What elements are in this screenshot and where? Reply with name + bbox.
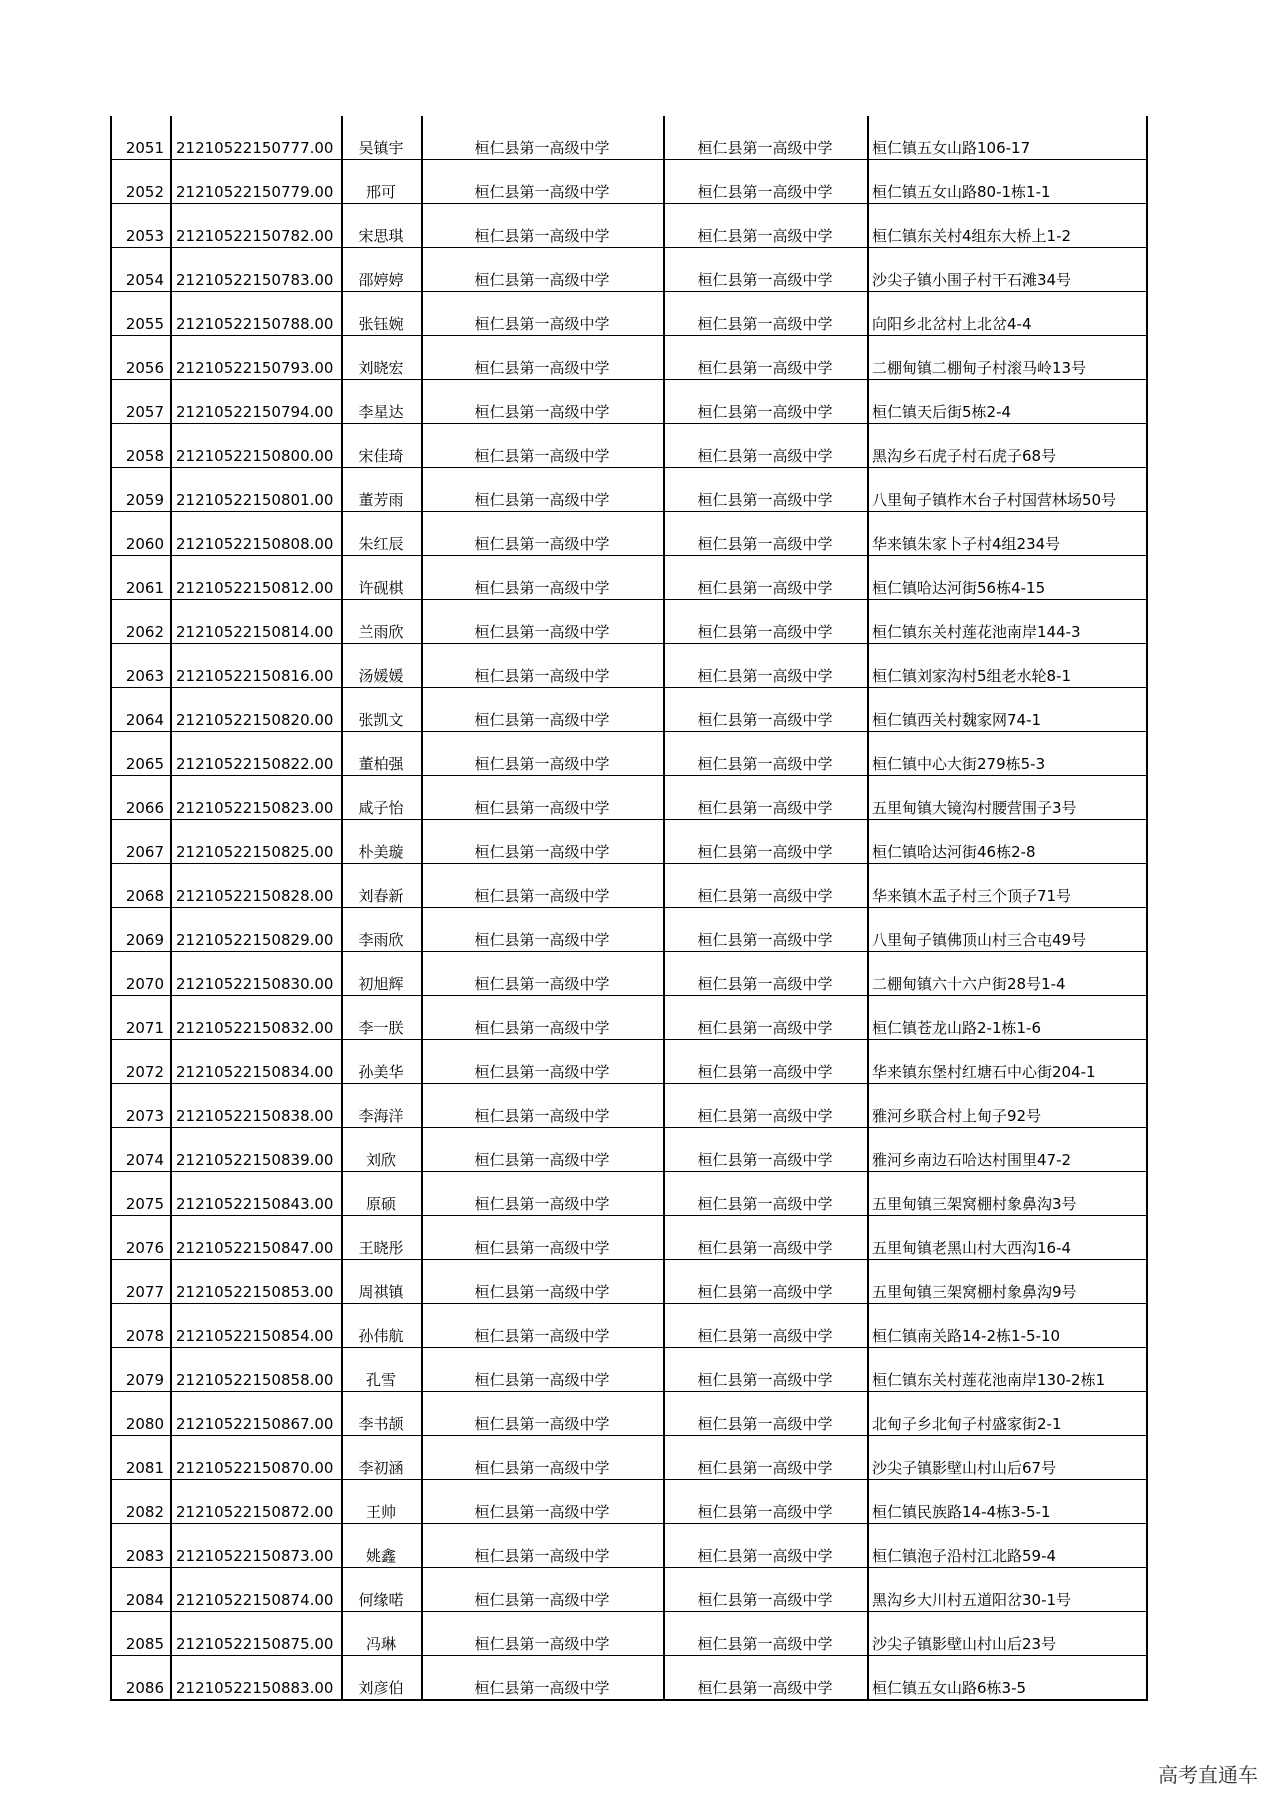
admit-school-cell: 桓仁县第一高级中学 bbox=[664, 556, 868, 600]
name-cell: 王帅 bbox=[342, 1480, 422, 1524]
admit-school-cell: 桓仁县第一高级中学 bbox=[664, 732, 868, 776]
seq-cell: 2074 bbox=[111, 1128, 171, 1172]
exam-id-cell: 21210522150828.00 bbox=[171, 864, 342, 908]
exam-id-cell: 21210522150870.00 bbox=[171, 1436, 342, 1480]
table-row bbox=[111, 908, 1147, 952]
student-table-body bbox=[111, 116, 1147, 1700]
seq-cell: 2063 bbox=[111, 644, 171, 688]
exam-id-cell: 21210522150875.00 bbox=[171, 1612, 342, 1656]
address-cell: 二棚甸镇二棚甸子村滚马岭13号 bbox=[868, 336, 1147, 380]
table-row bbox=[111, 732, 1147, 776]
seq-cell: 2062 bbox=[111, 600, 171, 644]
name-cell: 宋佳琦 bbox=[342, 424, 422, 468]
exam-id-cell: 21210522150858.00 bbox=[171, 1348, 342, 1392]
table-row bbox=[111, 512, 1147, 556]
name-cell: 周祺镇 bbox=[342, 1260, 422, 1304]
table-row bbox=[111, 1568, 1147, 1612]
name-cell: 咸子怡 bbox=[342, 776, 422, 820]
table-row bbox=[111, 644, 1147, 688]
school-cell: 桓仁县第一高级中学 bbox=[422, 1612, 664, 1656]
name-cell: 汤媛媛 bbox=[342, 644, 422, 688]
exam-id-cell: 21210522150820.00 bbox=[171, 688, 342, 732]
admit-school-cell: 桓仁县第一高级中学 bbox=[664, 1172, 868, 1216]
watermark: 高考直通车 bbox=[1158, 1763, 1258, 1787]
address-cell: 桓仁镇东关村4组东大桥上1-2 bbox=[868, 204, 1147, 248]
admit-school-cell: 桓仁县第一高级中学 bbox=[664, 1304, 868, 1348]
seq-cell: 2072 bbox=[111, 1040, 171, 1084]
table-row bbox=[111, 1480, 1147, 1524]
table-row bbox=[111, 336, 1147, 380]
school-cell: 桓仁县第一高级中学 bbox=[422, 292, 664, 336]
seq-cell: 2066 bbox=[111, 776, 171, 820]
admit-school-cell: 桓仁县第一高级中学 bbox=[664, 292, 868, 336]
table-row bbox=[111, 1348, 1147, 1392]
school-cell: 桓仁县第一高级中学 bbox=[422, 468, 664, 512]
seq-cell: 2069 bbox=[111, 908, 171, 952]
admit-school-cell: 桓仁县第一高级中学 bbox=[664, 908, 868, 952]
address-cell: 雅河乡南边石哈达村围里47-2 bbox=[868, 1128, 1147, 1172]
admit-school-cell: 桓仁县第一高级中学 bbox=[664, 1436, 868, 1480]
exam-id-cell: 21210522150834.00 bbox=[171, 1040, 342, 1084]
address-cell: 华来镇木盂子村三个顶子71号 bbox=[868, 864, 1147, 908]
name-cell: 吴镇宇 bbox=[342, 116, 422, 160]
table-row bbox=[111, 248, 1147, 292]
school-cell: 桓仁县第一高级中学 bbox=[422, 820, 664, 864]
exam-id-cell: 21210522150812.00 bbox=[171, 556, 342, 600]
student-table bbox=[110, 116, 1148, 1701]
exam-id-cell: 21210522150853.00 bbox=[171, 1260, 342, 1304]
table-row bbox=[111, 1392, 1147, 1436]
address-cell: 桓仁镇南关路14-2栋1-5-10 bbox=[868, 1304, 1147, 1348]
exam-id-cell: 21210522150800.00 bbox=[171, 424, 342, 468]
school-cell: 桓仁县第一高级中学 bbox=[422, 424, 664, 468]
table-row bbox=[111, 1612, 1147, 1656]
seq-cell: 2068 bbox=[111, 864, 171, 908]
name-cell: 李书颉 bbox=[342, 1392, 422, 1436]
table-row bbox=[111, 160, 1147, 204]
admit-school-cell: 桓仁县第一高级中学 bbox=[664, 1260, 868, 1304]
name-cell: 董柏强 bbox=[342, 732, 422, 776]
seq-cell: 2065 bbox=[111, 732, 171, 776]
address-cell: 桓仁镇哈达河街56栋4-15 bbox=[868, 556, 1147, 600]
exam-id-cell: 21210522150843.00 bbox=[171, 1172, 342, 1216]
admit-school-cell: 桓仁县第一高级中学 bbox=[664, 1040, 868, 1084]
table-row bbox=[111, 424, 1147, 468]
seq-cell: 2077 bbox=[111, 1260, 171, 1304]
exam-id-cell: 21210522150873.00 bbox=[171, 1524, 342, 1568]
admit-school-cell: 桓仁县第一高级中学 bbox=[664, 1392, 868, 1436]
seq-cell: 2075 bbox=[111, 1172, 171, 1216]
table-row bbox=[111, 820, 1147, 864]
name-cell: 张钰婉 bbox=[342, 292, 422, 336]
school-cell: 桓仁县第一高级中学 bbox=[422, 248, 664, 292]
exam-id-cell: 21210522150872.00 bbox=[171, 1480, 342, 1524]
seq-cell: 2080 bbox=[111, 1392, 171, 1436]
seq-cell: 2078 bbox=[111, 1304, 171, 1348]
school-cell: 桓仁县第一高级中学 bbox=[422, 1040, 664, 1084]
name-cell: 刘春新 bbox=[342, 864, 422, 908]
seq-cell: 2056 bbox=[111, 336, 171, 380]
table-row bbox=[111, 688, 1147, 732]
admit-school-cell: 桓仁县第一高级中学 bbox=[664, 1568, 868, 1612]
seq-cell: 2083 bbox=[111, 1524, 171, 1568]
admit-school-cell: 桓仁县第一高级中学 bbox=[664, 952, 868, 996]
admit-school-cell: 桓仁县第一高级中学 bbox=[664, 820, 868, 864]
table-row bbox=[111, 1656, 1147, 1701]
table-row bbox=[111, 864, 1147, 908]
seq-cell: 2054 bbox=[111, 248, 171, 292]
table-row bbox=[111, 1260, 1147, 1304]
exam-id-cell: 21210522150854.00 bbox=[171, 1304, 342, 1348]
address-cell: 桓仁镇东关村莲花池南岸130-2栋1 bbox=[868, 1348, 1147, 1392]
address-cell: 五里甸镇老黑山村大西沟16-4 bbox=[868, 1216, 1147, 1260]
admit-school-cell: 桓仁县第一高级中学 bbox=[664, 1480, 868, 1524]
address-cell: 黑沟乡大川村五道阳岔30-1号 bbox=[868, 1568, 1147, 1612]
admit-school-cell: 桓仁县第一高级中学 bbox=[664, 1084, 868, 1128]
name-cell: 原硕 bbox=[342, 1172, 422, 1216]
table-row bbox=[111, 1040, 1147, 1084]
address-cell: 五里甸镇大镜沟村腰营围子3号 bbox=[868, 776, 1147, 820]
exam-id-cell: 21210522150883.00 bbox=[171, 1656, 342, 1701]
seq-cell: 2052 bbox=[111, 160, 171, 204]
exam-id-cell: 21210522150830.00 bbox=[171, 952, 342, 996]
admit-school-cell: 桓仁县第一高级中学 bbox=[664, 1128, 868, 1172]
address-cell: 北甸子乡北甸子村盛家街2-1 bbox=[868, 1392, 1147, 1436]
seq-cell: 2053 bbox=[111, 204, 171, 248]
table-row bbox=[111, 204, 1147, 248]
name-cell: 朱红辰 bbox=[342, 512, 422, 556]
name-cell: 孙伟航 bbox=[342, 1304, 422, 1348]
name-cell: 李海洋 bbox=[342, 1084, 422, 1128]
school-cell: 桓仁县第一高级中学 bbox=[422, 336, 664, 380]
address-cell: 桓仁镇西关村魏家网74-1 bbox=[868, 688, 1147, 732]
address-cell: 桓仁镇哈达河街46栋2-8 bbox=[868, 820, 1147, 864]
school-cell: 桓仁县第一高级中学 bbox=[422, 1348, 664, 1392]
school-cell: 桓仁县第一高级中学 bbox=[422, 1260, 664, 1304]
seq-cell: 2055 bbox=[111, 292, 171, 336]
school-cell: 桓仁县第一高级中学 bbox=[422, 1436, 664, 1480]
table-row bbox=[111, 1436, 1147, 1480]
seq-cell: 2082 bbox=[111, 1480, 171, 1524]
seq-cell: 2061 bbox=[111, 556, 171, 600]
table-row bbox=[111, 556, 1147, 600]
address-cell: 向阳乡北岔村上北岔4-4 bbox=[868, 292, 1147, 336]
exam-id-cell: 21210522150823.00 bbox=[171, 776, 342, 820]
admit-school-cell: 桓仁县第一高级中学 bbox=[664, 512, 868, 556]
exam-id-cell: 21210522150829.00 bbox=[171, 908, 342, 952]
name-cell: 王晓彤 bbox=[342, 1216, 422, 1260]
admit-school-cell: 桓仁县第一高级中学 bbox=[664, 1216, 868, 1260]
school-cell: 桓仁县第一高级中学 bbox=[422, 204, 664, 248]
admit-school-cell: 桓仁县第一高级中学 bbox=[664, 688, 868, 732]
address-cell: 桓仁镇天后街5栋2-4 bbox=[868, 380, 1147, 424]
seq-cell: 2073 bbox=[111, 1084, 171, 1128]
school-cell: 桓仁县第一高级中学 bbox=[422, 1480, 664, 1524]
exam-id-cell: 21210522150825.00 bbox=[171, 820, 342, 864]
school-cell: 桓仁县第一高级中学 bbox=[422, 1392, 664, 1436]
address-cell: 五里甸镇三架窝棚村象鼻沟9号 bbox=[868, 1260, 1147, 1304]
school-cell: 桓仁县第一高级中学 bbox=[422, 1216, 664, 1260]
name-cell: 何缘喏 bbox=[342, 1568, 422, 1612]
school-cell: 桓仁县第一高级中学 bbox=[422, 688, 664, 732]
address-cell: 桓仁镇五女山路106-17 bbox=[868, 116, 1147, 160]
table-row bbox=[111, 292, 1147, 336]
seq-cell: 2064 bbox=[111, 688, 171, 732]
school-cell: 桓仁县第一高级中学 bbox=[422, 952, 664, 996]
admit-school-cell: 桓仁县第一高级中学 bbox=[664, 996, 868, 1040]
exam-id-cell: 21210522150847.00 bbox=[171, 1216, 342, 1260]
name-cell: 邵婷婷 bbox=[342, 248, 422, 292]
exam-id-cell: 21210522150779.00 bbox=[171, 160, 342, 204]
address-cell: 八里甸子镇佛顶山村三合屯49号 bbox=[868, 908, 1147, 952]
exam-id-cell: 21210522150788.00 bbox=[171, 292, 342, 336]
admit-school-cell: 桓仁县第一高级中学 bbox=[664, 204, 868, 248]
name-cell: 刘彦伯 bbox=[342, 1656, 422, 1701]
address-cell: 黑沟乡石虎子村石虎子68号 bbox=[868, 424, 1147, 468]
school-cell: 桓仁县第一高级中学 bbox=[422, 512, 664, 556]
address-cell: 桓仁镇泡子沿村江北路59-4 bbox=[868, 1524, 1147, 1568]
exam-id-cell: 21210522150822.00 bbox=[171, 732, 342, 776]
school-cell: 桓仁县第一高级中学 bbox=[422, 864, 664, 908]
exam-id-cell: 21210522150782.00 bbox=[171, 204, 342, 248]
admit-school-cell: 桓仁县第一高级中学 bbox=[664, 116, 868, 160]
table-row bbox=[111, 468, 1147, 512]
exam-id-cell: 21210522150874.00 bbox=[171, 1568, 342, 1612]
name-cell: 刘欣 bbox=[342, 1128, 422, 1172]
school-cell: 桓仁县第一高级中学 bbox=[422, 908, 664, 952]
school-cell: 桓仁县第一高级中学 bbox=[422, 600, 664, 644]
address-cell: 桓仁镇民族路14-4栋3-5-1 bbox=[868, 1480, 1147, 1524]
address-cell: 沙尖子镇影壁山村山后67号 bbox=[868, 1436, 1147, 1480]
address-cell: 桓仁镇五女山路6栋3-5 bbox=[868, 1656, 1147, 1701]
admit-school-cell: 桓仁县第一高级中学 bbox=[664, 248, 868, 292]
admit-school-cell: 桓仁县第一高级中学 bbox=[664, 1612, 868, 1656]
seq-cell: 2060 bbox=[111, 512, 171, 556]
table-row bbox=[111, 1216, 1147, 1260]
table-row bbox=[111, 1524, 1147, 1568]
school-cell: 桓仁县第一高级中学 bbox=[422, 1524, 664, 1568]
table-row bbox=[111, 1172, 1147, 1216]
name-cell: 李一朕 bbox=[342, 996, 422, 1040]
seq-cell: 2058 bbox=[111, 424, 171, 468]
name-cell: 李雨欣 bbox=[342, 908, 422, 952]
table-row bbox=[111, 380, 1147, 424]
name-cell: 李初涵 bbox=[342, 1436, 422, 1480]
school-cell: 桓仁县第一高级中学 bbox=[422, 1304, 664, 1348]
address-cell: 华来镇东堡村红塘石中心街204-1 bbox=[868, 1040, 1147, 1084]
school-cell: 桓仁县第一高级中学 bbox=[422, 380, 664, 424]
seq-cell: 2051 bbox=[111, 116, 171, 160]
exam-id-cell: 21210522150838.00 bbox=[171, 1084, 342, 1128]
exam-id-cell: 21210522150832.00 bbox=[171, 996, 342, 1040]
name-cell: 许砚棋 bbox=[342, 556, 422, 600]
table-row bbox=[111, 1304, 1147, 1348]
admit-school-cell: 桓仁县第一高级中学 bbox=[664, 1524, 868, 1568]
admit-school-cell: 桓仁县第一高级中学 bbox=[664, 644, 868, 688]
school-cell: 桓仁县第一高级中学 bbox=[422, 1084, 664, 1128]
school-cell: 桓仁县第一高级中学 bbox=[422, 644, 664, 688]
address-cell: 沙尖子镇小围子村干石滩34号 bbox=[868, 248, 1147, 292]
name-cell: 冯琳 bbox=[342, 1612, 422, 1656]
seq-cell: 2086 bbox=[111, 1656, 171, 1701]
table-row bbox=[111, 776, 1147, 820]
school-cell: 桓仁县第一高级中学 bbox=[422, 996, 664, 1040]
address-cell: 桓仁镇苍龙山路2-1栋1-6 bbox=[868, 996, 1147, 1040]
exam-id-cell: 21210522150867.00 bbox=[171, 1392, 342, 1436]
school-cell: 桓仁县第一高级中学 bbox=[422, 556, 664, 600]
address-cell: 雅河乡联合村上甸子92号 bbox=[868, 1084, 1147, 1128]
seq-cell: 2057 bbox=[111, 380, 171, 424]
exam-id-cell: 21210522150808.00 bbox=[171, 512, 342, 556]
admit-school-cell: 桓仁县第一高级中学 bbox=[664, 864, 868, 908]
table-row bbox=[111, 600, 1147, 644]
table-row bbox=[111, 1128, 1147, 1172]
admit-school-cell: 桓仁县第一高级中学 bbox=[664, 160, 868, 204]
table-row bbox=[111, 116, 1147, 160]
name-cell: 兰雨欣 bbox=[342, 600, 422, 644]
school-cell: 桓仁县第一高级中学 bbox=[422, 1656, 664, 1701]
exam-id-cell: 21210522150793.00 bbox=[171, 336, 342, 380]
name-cell: 邢可 bbox=[342, 160, 422, 204]
admit-school-cell: 桓仁县第一高级中学 bbox=[664, 1348, 868, 1392]
table-row bbox=[111, 996, 1147, 1040]
address-cell: 桓仁镇东关村莲花池南岸144-3 bbox=[868, 600, 1147, 644]
school-cell: 桓仁县第一高级中学 bbox=[422, 732, 664, 776]
admit-school-cell: 桓仁县第一高级中学 bbox=[664, 380, 868, 424]
name-cell: 初旭辉 bbox=[342, 952, 422, 996]
name-cell: 董芳雨 bbox=[342, 468, 422, 512]
table-row bbox=[111, 1084, 1147, 1128]
seq-cell: 2079 bbox=[111, 1348, 171, 1392]
address-cell: 桓仁镇五女山路80-1栋1-1 bbox=[868, 160, 1147, 204]
school-cell: 桓仁县第一高级中学 bbox=[422, 116, 664, 160]
name-cell: 刘晓宏 bbox=[342, 336, 422, 380]
name-cell: 朴美璇 bbox=[342, 820, 422, 864]
seq-cell: 2076 bbox=[111, 1216, 171, 1260]
name-cell: 姚鑫 bbox=[342, 1524, 422, 1568]
admit-school-cell: 桓仁县第一高级中学 bbox=[664, 776, 868, 820]
exam-id-cell: 21210522150816.00 bbox=[171, 644, 342, 688]
seq-cell: 2067 bbox=[111, 820, 171, 864]
name-cell: 张凯文 bbox=[342, 688, 422, 732]
table-row bbox=[111, 952, 1147, 996]
address-cell: 八里甸子镇柞木台子村国营林场50号 bbox=[868, 468, 1147, 512]
seq-cell: 2084 bbox=[111, 1568, 171, 1612]
school-cell: 桓仁县第一高级中学 bbox=[422, 776, 664, 820]
admit-school-cell: 桓仁县第一高级中学 bbox=[664, 424, 868, 468]
exam-id-cell: 21210522150814.00 bbox=[171, 600, 342, 644]
name-cell: 李星达 bbox=[342, 380, 422, 424]
exam-id-cell: 21210522150783.00 bbox=[171, 248, 342, 292]
admit-school-cell: 桓仁县第一高级中学 bbox=[664, 600, 868, 644]
name-cell: 宋思琪 bbox=[342, 204, 422, 248]
school-cell: 桓仁县第一高级中学 bbox=[422, 1568, 664, 1612]
admit-school-cell: 桓仁县第一高级中学 bbox=[664, 468, 868, 512]
seq-cell: 2085 bbox=[111, 1612, 171, 1656]
school-cell: 桓仁县第一高级中学 bbox=[422, 160, 664, 204]
seq-cell: 2070 bbox=[111, 952, 171, 996]
address-cell: 华来镇朱家卜子村4组234号 bbox=[868, 512, 1147, 556]
admit-school-cell: 桓仁县第一高级中学 bbox=[664, 1656, 868, 1701]
exam-id-cell: 21210522150839.00 bbox=[171, 1128, 342, 1172]
seq-cell: 2059 bbox=[111, 468, 171, 512]
seq-cell: 2081 bbox=[111, 1436, 171, 1480]
address-cell: 桓仁镇中心大街279栋5-3 bbox=[868, 732, 1147, 776]
admit-school-cell: 桓仁县第一高级中学 bbox=[664, 336, 868, 380]
school-cell: 桓仁县第一高级中学 bbox=[422, 1128, 664, 1172]
school-cell: 桓仁县第一高级中学 bbox=[422, 1172, 664, 1216]
exam-id-cell: 21210522150777.00 bbox=[171, 116, 342, 160]
address-cell: 桓仁镇刘家沟村5组老水轮8-1 bbox=[868, 644, 1147, 688]
exam-id-cell: 21210522150801.00 bbox=[171, 468, 342, 512]
name-cell: 孔雪 bbox=[342, 1348, 422, 1392]
address-cell: 沙尖子镇影壁山村山后23号 bbox=[868, 1612, 1147, 1656]
exam-id-cell: 21210522150794.00 bbox=[171, 380, 342, 424]
address-cell: 二棚甸镇六十六户街28号1-4 bbox=[868, 952, 1147, 996]
seq-cell: 2071 bbox=[111, 996, 171, 1040]
address-cell: 五里甸镇三架窝棚村象鼻沟3号 bbox=[868, 1172, 1147, 1216]
name-cell: 孙美华 bbox=[342, 1040, 422, 1084]
